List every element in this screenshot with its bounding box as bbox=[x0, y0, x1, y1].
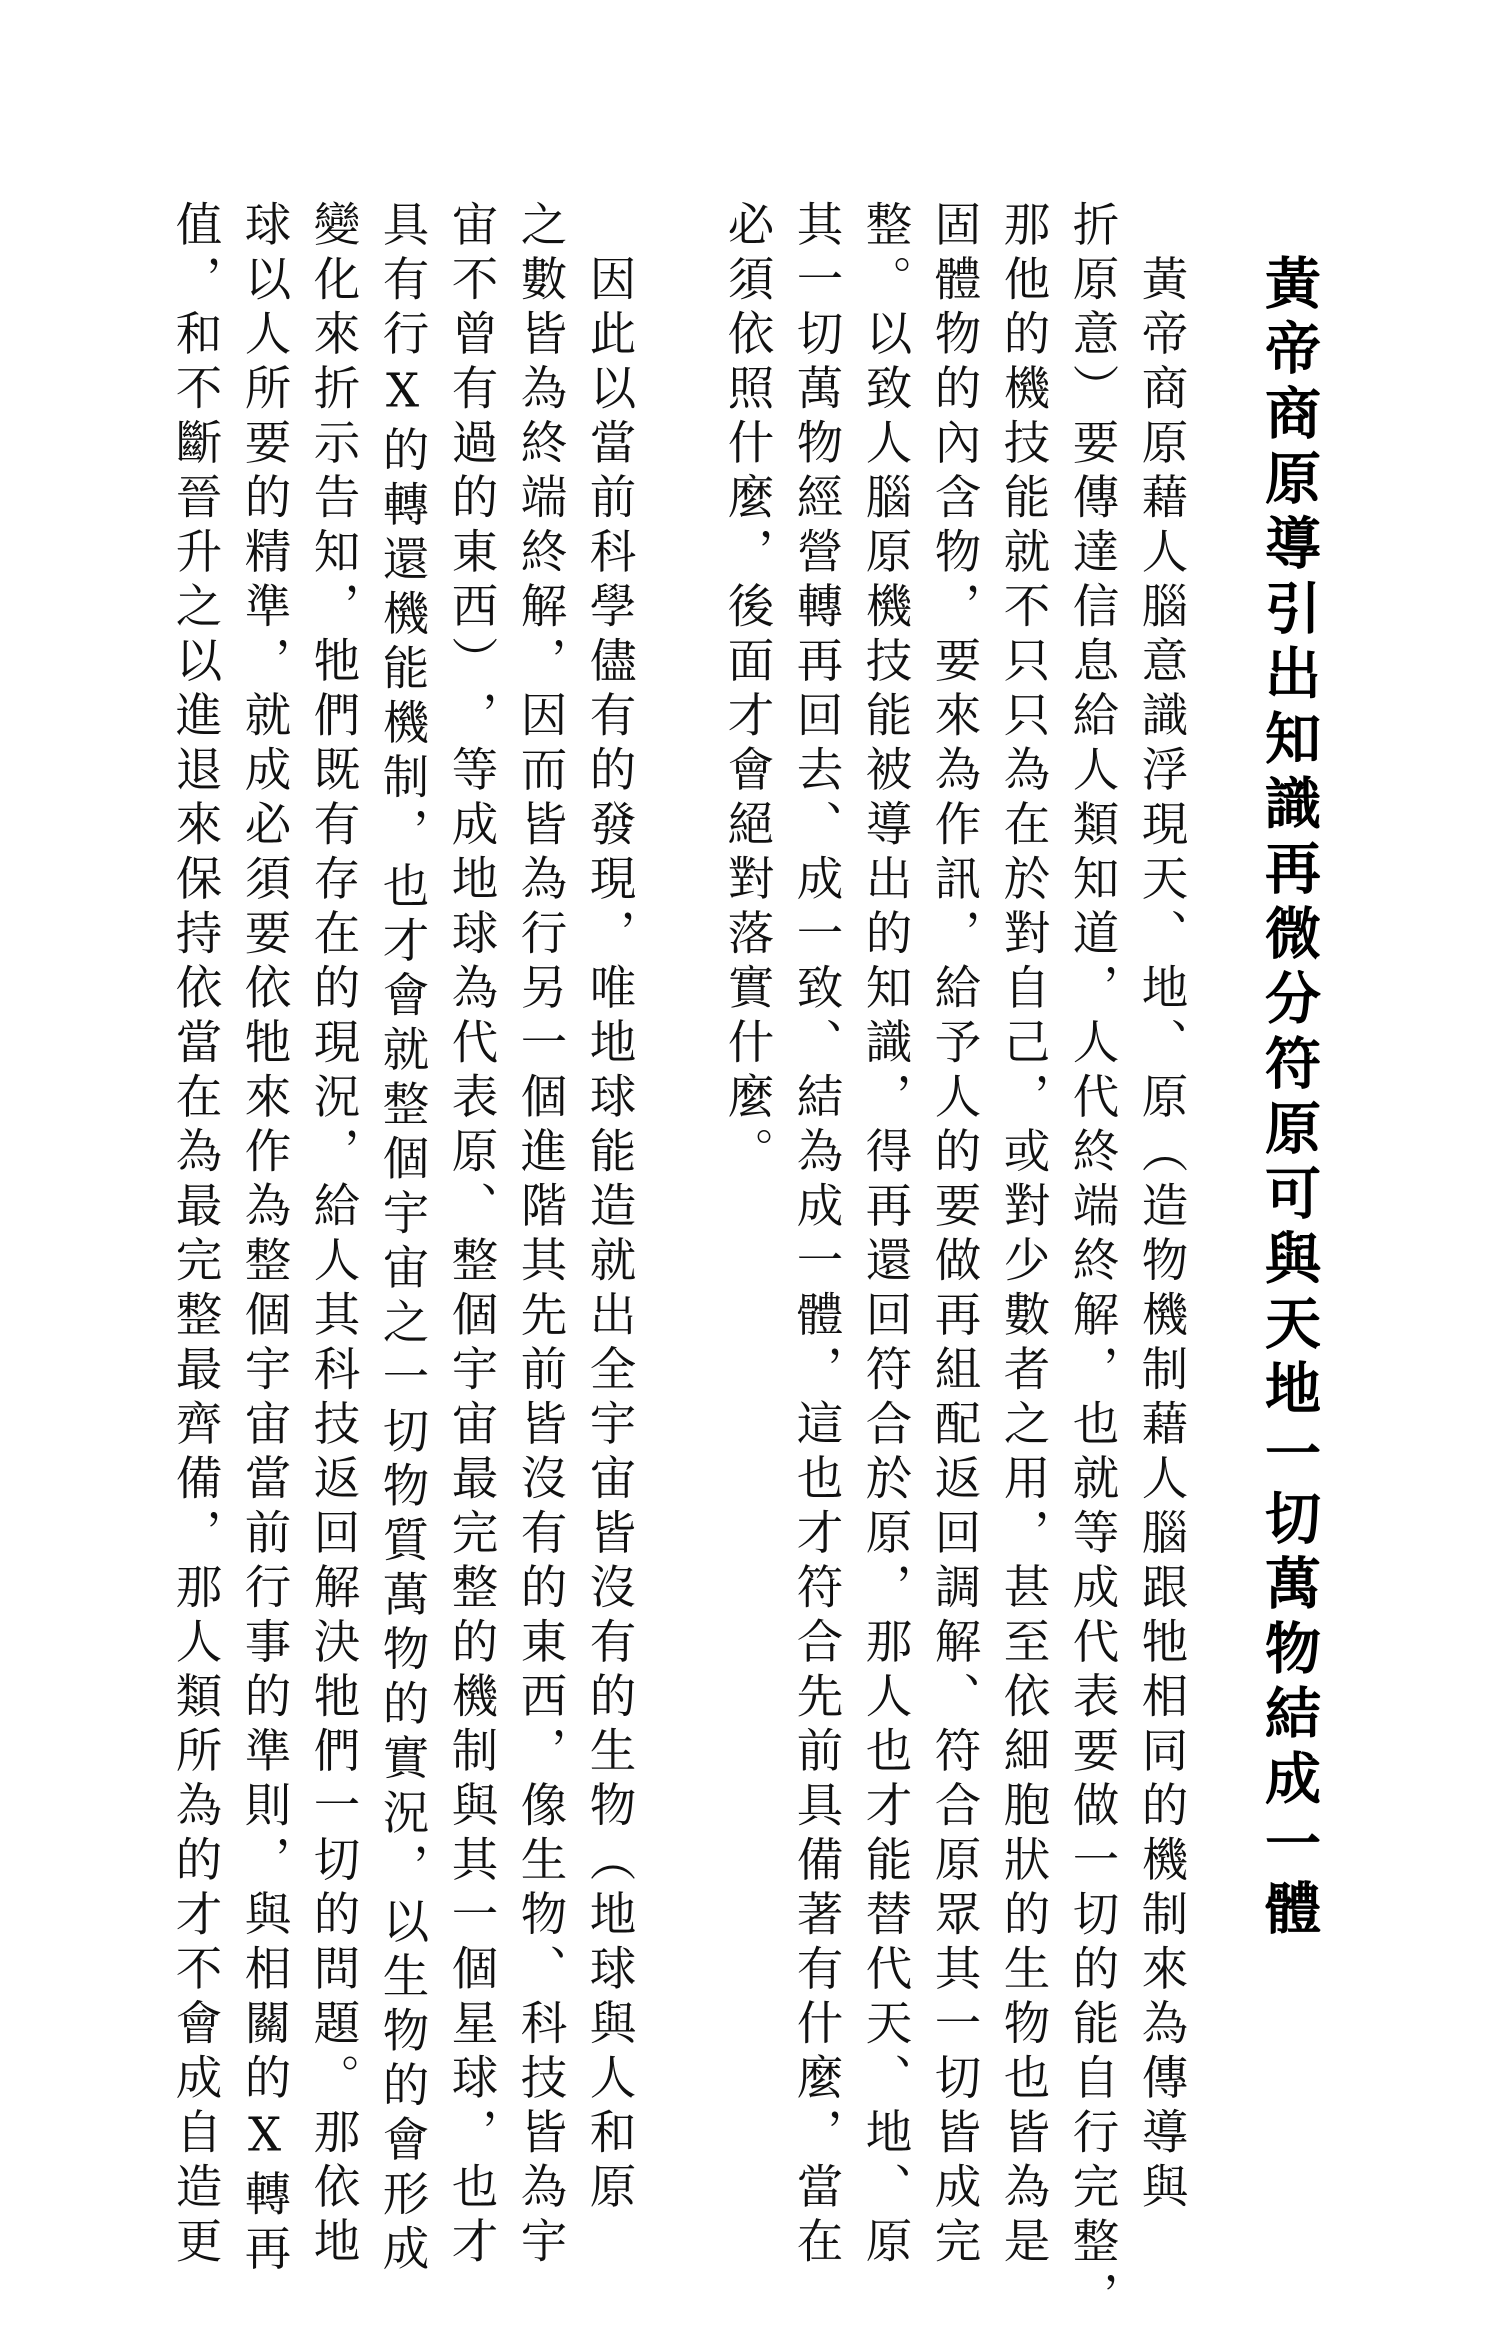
text-column-10: 宙不曾有過的東西︶，等成地球為代表原、整個宇宙最完整的機制與其一個星球，也才 bbox=[444, 200, 499, 2271]
text-column-2: 折原意︶要傳達信息給人類知道，人代終端終解，也就等成代表要做一切的能自行完整， bbox=[1065, 200, 1120, 2326]
text-column-14: 值，和不斷晉升之以進退來保持依當在為最完整最齊備，那人類所為的才不會成自造更 bbox=[168, 200, 223, 2271]
text-column-3: 那他的機技能就不只只為在於對自己，或對少數者之用，甚至依細胞狀的生物也皆為是 bbox=[996, 200, 1051, 2271]
text-column-12: 變化來折示告知，牠們既有存在的現況，給人其科技返回解決牠們一切的問題。那依地 bbox=[306, 200, 361, 2271]
text-column-8: 因此以當前科學儘有的發現，唯地球能造就出全宇宙皆沒有的生物︵地球與人和原 bbox=[582, 200, 637, 2217]
text-column-9: 之數皆為終端終解，因而皆為行另一個進階其先前皆沒有的東西，像生物、科技皆為宇 bbox=[513, 200, 568, 2271]
text-column-13: 球以人所要的精準，就成必須要依牠來作為整個宇宙當前行事的準則，與相關的X轉再 bbox=[237, 200, 292, 2279]
text-column-11: 具有行X的轉還機能機制，也才會就整個宇宙之一切物質萬物的實況，以生物的會形成 bbox=[375, 200, 430, 2279]
page-title: 黃帝商原導引出知識再微分符原可與天地一切萬物結成一體 bbox=[1256, 254, 1321, 1944]
text-column-5: 整。以致人腦原機技能被導出的知識，得再還回符合於原，那人也才能替代天、地、原 bbox=[858, 200, 913, 2271]
text-column-7: 必須依照什麼，後面才會絕對落實什麼。 bbox=[720, 200, 775, 1181]
text-column-4: 固體物的內含物，要來為作訊，給予人的要做再組配返回調解、符合原眾其一切皆成完 bbox=[927, 200, 982, 2271]
text-column-6: 其一切萬物經營轉再回去、成一致、結為成一體，這也才符合先前具備著有什麼，當在 bbox=[789, 200, 844, 2271]
text-column-1: 黃帝商原藉人腦意識浮現天、地、原︵造物機制藉人腦跟牠相同的機制來為傳導與 bbox=[1134, 200, 1189, 2217]
